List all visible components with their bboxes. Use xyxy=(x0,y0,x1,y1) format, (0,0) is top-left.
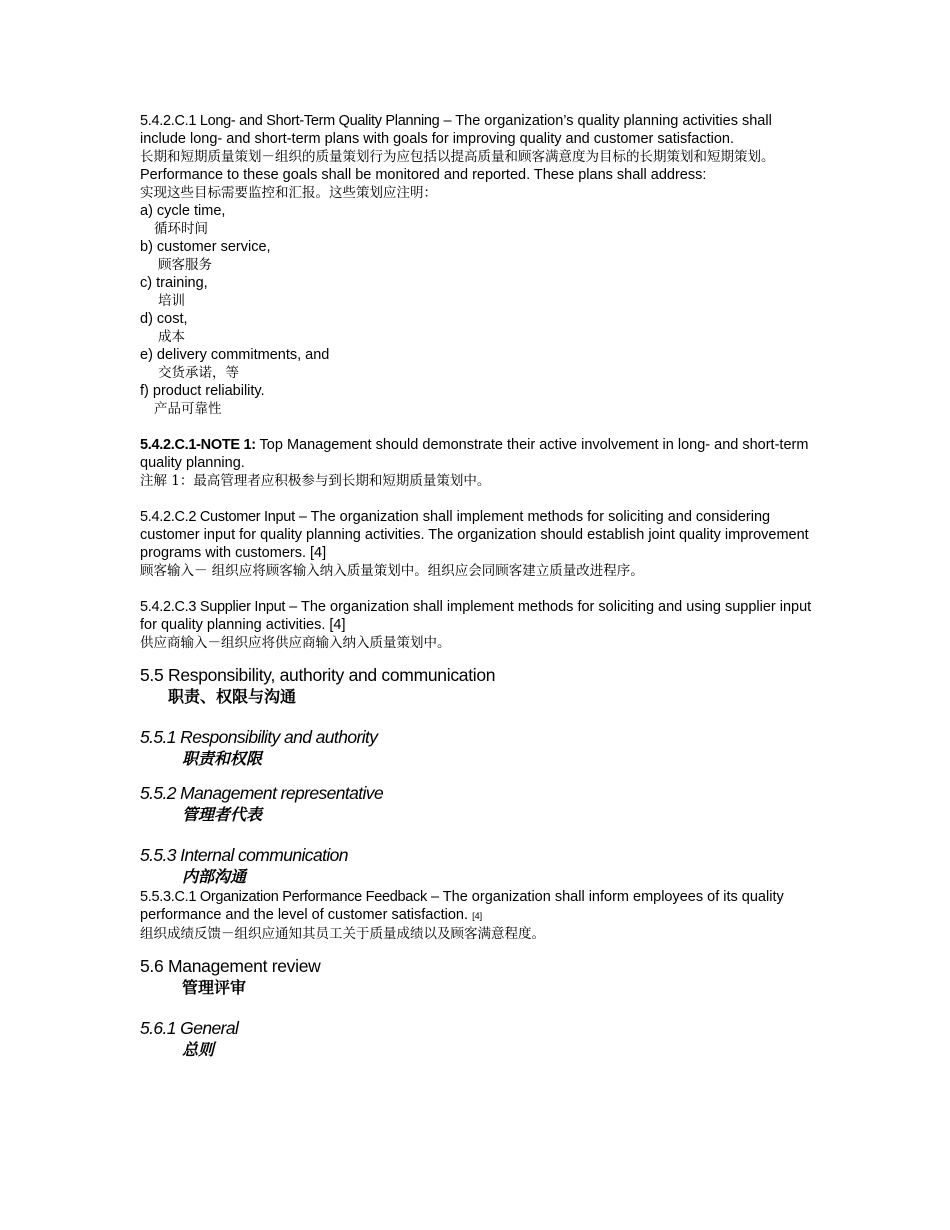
note-cn: 注解 1：最高管理者应积极参与到长期和短期质量策划中。 xyxy=(140,473,491,489)
note-id: 5.4.2.C.1-NOTE 1: xyxy=(140,437,256,453)
clause-text: – The organization shall implement methods for soliciting and using supplier input for quality planning activities. [4] xyxy=(140,599,812,633)
heading-5-5-3-cn: 内部沟通 xyxy=(182,867,247,886)
heading-5-5-1: 5.5.1 Responsibility and authority xyxy=(140,727,378,747)
clause-id: 5.4.2.C.2 Customer Input xyxy=(140,509,295,525)
list-item: a) cycle time, xyxy=(140,203,226,219)
clause-cn: 组织成绩反馈－组织应通知其员工关于质量成绩以及顾客满意程度。 xyxy=(140,926,545,942)
list-item-cn: 成本 xyxy=(158,329,185,345)
reference-mark: [4] xyxy=(472,911,483,921)
list-item: b) customer service, xyxy=(140,239,271,255)
clause-id: 5.4.2.C.3 Supplier Input xyxy=(140,599,286,615)
heading-5-5-3: 5.5.3 Internal communication xyxy=(140,845,348,865)
list-item-cn: 培训 xyxy=(158,293,185,309)
clause-5-4-2-c-2 xyxy=(140,508,820,562)
heading-5-5-2: 5.5.2 Management representative xyxy=(140,783,384,803)
heading-5-5-1-cn: 职责和权限 xyxy=(182,749,263,768)
document-page xyxy=(140,112,820,1061)
list-item-cn: 循环时间 xyxy=(154,221,208,237)
heading-5-6-1-cn: 总则 xyxy=(182,1040,215,1059)
clause-text: – The organization shall inform employees of its quality performance and the level of customer satisfaction. xyxy=(140,889,784,923)
list-item: c) training, xyxy=(140,275,208,291)
clause-cn: 顾客输入－ 组织应将顾客输入纳入质量策划中。组织应会同顾客建立质量改进程序。 xyxy=(140,563,644,579)
list-item-cn: 顾客服务 xyxy=(158,257,212,273)
heading-5-5-2-cn: 管理者代表 xyxy=(182,805,263,824)
clause-cn: 供应商输入－组织应将供应商输入纳入质量策划中。 xyxy=(140,635,451,651)
list-item-cn: 产品可靠性 xyxy=(154,401,222,417)
clause-cn: 长期和短期质量策划－组织的质量策划行为应包括以提高质量和顾客满意度为目标的长期策划和短期策划。 xyxy=(140,149,775,165)
list-item: f) product reliability. xyxy=(140,383,265,399)
list-item: d) cost, xyxy=(140,311,188,327)
clause-id: 5.4.2.C.1 Long- and Short-Term Quality Planning xyxy=(140,113,440,129)
performance-text: Performance to these goals shall be monitored and reported. These plans shall address: xyxy=(140,167,707,183)
note-5-4-2-c-1 xyxy=(140,436,820,472)
clause-5-4-2-c-1 xyxy=(140,112,820,148)
clause-text: – The organization shall implement methods for soliciting and considering customer input for quality planning activities. The organization should establish joint quality improvement programs with customers. [4] xyxy=(140,509,809,561)
clause-5-5-3-c-1 xyxy=(140,888,820,925)
heading-5-5-cn: 职责、权限与沟通 xyxy=(168,687,297,706)
heading-5-5: 5.5 Responsibility, authority and communication xyxy=(140,665,496,685)
list-item: e) delivery commitments, and xyxy=(140,347,330,363)
clause-id: 5.5.3.C.1 Organization Performance Feedback xyxy=(140,889,427,905)
clause-text: – The organization’s quality planning activities shall include long- and short-term plans with goals for improving quality and customer satisfaction. xyxy=(140,113,772,147)
heading-5-6-1: 5.6.1 General xyxy=(140,1018,239,1038)
heading-5-6: 5.6 Management review xyxy=(140,956,321,976)
note-text: Top Management should demonstrate their active involvement in long- and short-term quality planning. xyxy=(140,437,809,471)
clause-5-4-2-c-3 xyxy=(140,598,820,634)
performance-cn: 实现这些目标需要监控和汇报。这些策划应注明： xyxy=(140,185,437,201)
heading-5-6-cn: 管理评审 xyxy=(182,978,247,997)
list-item-cn: 交货承诺，等 xyxy=(158,365,239,381)
